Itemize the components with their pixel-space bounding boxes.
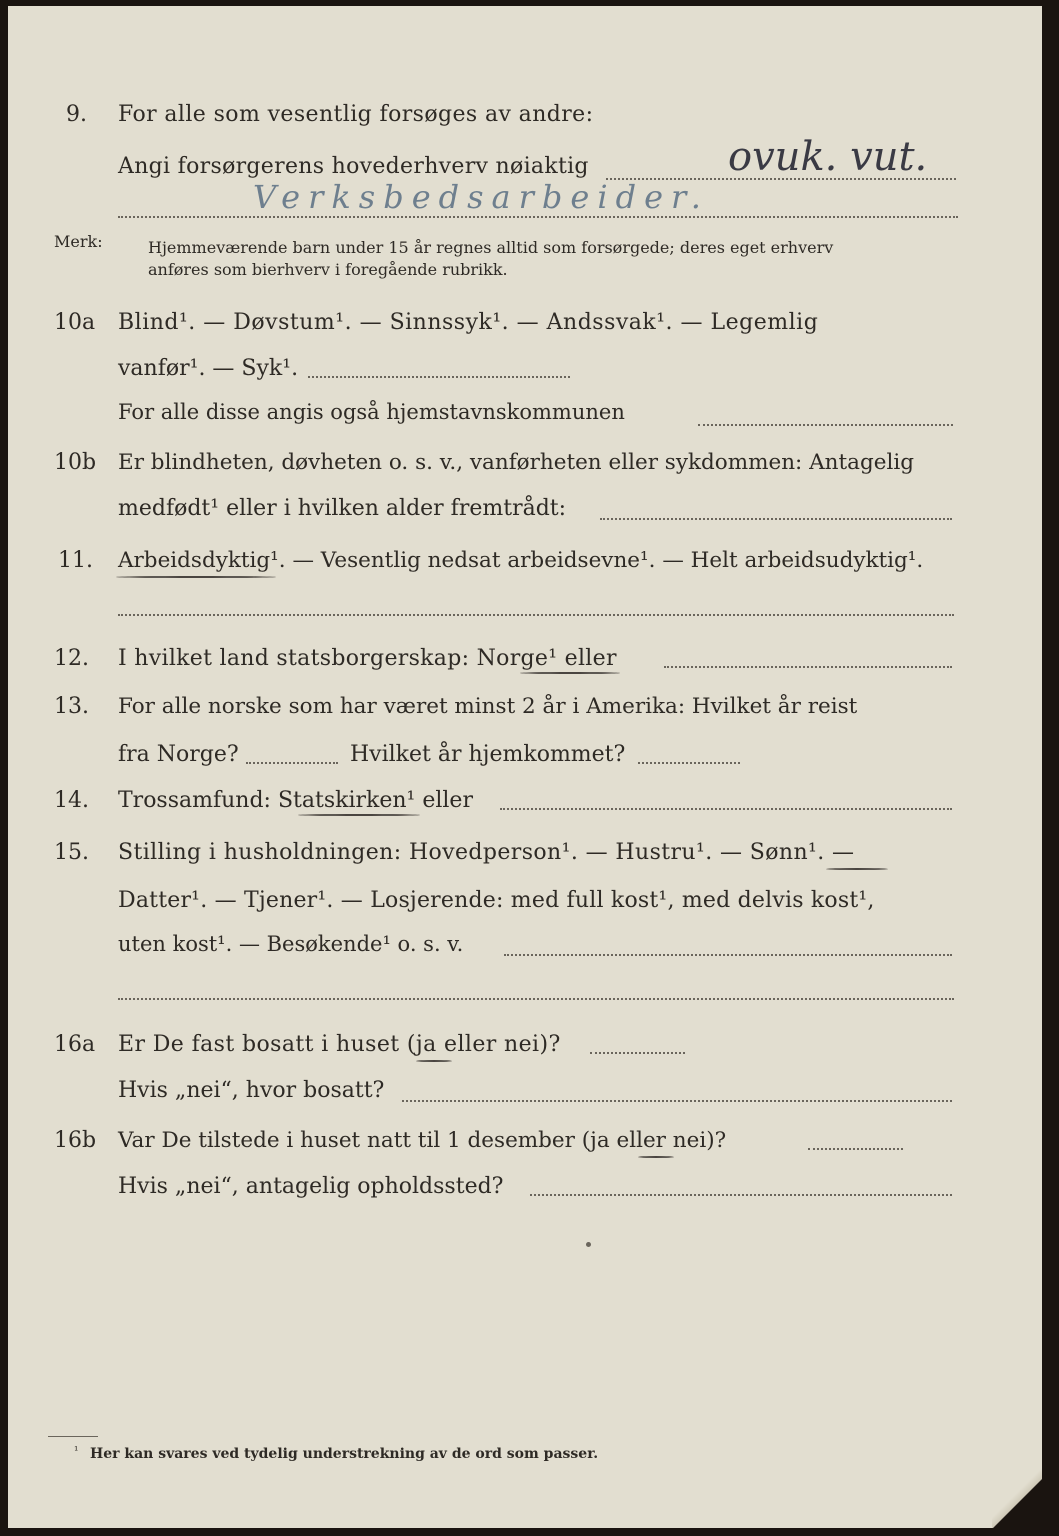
q13-number: 13. [54,694,89,719]
q13-line2a: fra Norge? [118,742,239,767]
q16a-underline-ja [416,1060,452,1062]
q11-number: 11. [58,548,93,573]
q16a-answer-line [590,1052,685,1054]
q16a-line1: Er De fast bosatt i huset (ja eller nei)? [118,1032,561,1057]
q9-line1: For alle som vesentlig forsøges av andre: [118,102,594,127]
q16b-line1: Var De tilstede i huset natt til 1 desember (ja eller nei)? [118,1128,727,1153]
q14-underline-statskirken [298,814,420,816]
q16b-line2: Hvis „nei“, antagelig opholdssted? [118,1174,504,1199]
q10a-line1: Blind¹. — Døvstum¹. — Sinnssyk¹. — Andssvak¹. — Legemlig [118,310,819,335]
q13-reist-line [246,762,338,764]
ink-speck [586,1242,591,1247]
q16b-number: 16b [54,1128,97,1153]
torn-corner [992,1468,1042,1528]
q9-extra-line [118,216,958,218]
q10a-line2: vanfør¹. — Syk¹. [118,356,299,381]
q9-handwritten-occupation: Verksbedsarbeider. [253,178,709,216]
q12-underline-norge [520,672,620,674]
q10b-number: 10b [54,450,97,475]
q12-number: 12. [54,646,89,671]
census-form-page [8,6,1042,1528]
q14-number: 14. [54,788,89,813]
q12-answer-line [664,666,952,668]
q15-line1: Stilling i husholdningen: Hovedperson¹. — Hustru¹. — Sønn¹. — [118,840,855,865]
q15-line2: Datter¹. — Tjener¹. — Losjerende: med full kost¹, med delvis kost¹, [118,888,875,913]
q11-line1: Arbeidsdyktig¹. — Vesentlig nedsat arbeidsevne¹. — Helt arbeidsudyktig¹. [118,548,924,573]
q13-line1: For alle norske som har været minst 2 år i Amerika: Hvilket år reist [118,694,858,719]
footnote-rule [48,1436,98,1437]
q15-line3: uten kost¹. — Besøkende¹ o. s. v. [118,932,464,956]
q11-extra-line [118,614,954,616]
q10a-answer-line [308,376,570,378]
q9-line2: Angi forsørgerens hovederhverv nøiaktig [118,154,589,179]
q9-handwritten-answer: ovuk. vut. [728,134,928,180]
merk-line2: anføres som bierhverv i foregående rubrikk. [148,260,508,279]
q10b-answer-line [600,518,952,520]
q10a-number: 10a [54,310,96,335]
merk-line1: Hjemmeværende barn under 15 år regnes alltid som forsørgede; deres eget erhverv [148,238,834,257]
q10b-line2: medfødt¹ eller i hvilken alder fremtrådt: [118,496,567,521]
q13-line2b: Hvilket år hjemkommet? [350,742,626,767]
q14-line1: Trossamfund: Statskirken¹ eller [118,788,473,813]
q15-underline-sonn [826,868,888,870]
q16a-line2: Hvis „nei“, hvor bosatt? [118,1078,385,1103]
q16b-underline-ja [638,1156,674,1158]
q10a-hjemstavn-line [698,424,953,426]
footnote-mark: ¹ [74,1444,79,1457]
q12-line1: I hvilket land statsborgerskap: Norge¹ eller [118,646,617,671]
q10b-line1: Er blindheten, døvheten o. s. v., vanførheten eller sykdommen: Antagelig [118,450,914,475]
q15-answer-line [504,954,952,956]
footnote-text: Her kan svares ved tydelig understrekning av de ord som passer. [90,1446,599,1462]
q10a-line3: For alle disse angis også hjemstavnskommunen [118,400,625,424]
q16b-opholdssted-line [530,1194,952,1196]
q16a-bosatt-line [402,1100,952,1102]
merk-label: Merk: [54,232,103,251]
q15-extra-line [118,998,954,1000]
q9-number: 9. [66,102,87,127]
q14-answer-line [500,808,952,810]
q11-underline-arbeidsdyktig [116,576,276,578]
q15-number: 15. [54,840,89,865]
q16a-number: 16a [54,1032,96,1057]
q13-hjemkommet-line [638,762,740,764]
q16b-answer-line [808,1148,903,1150]
